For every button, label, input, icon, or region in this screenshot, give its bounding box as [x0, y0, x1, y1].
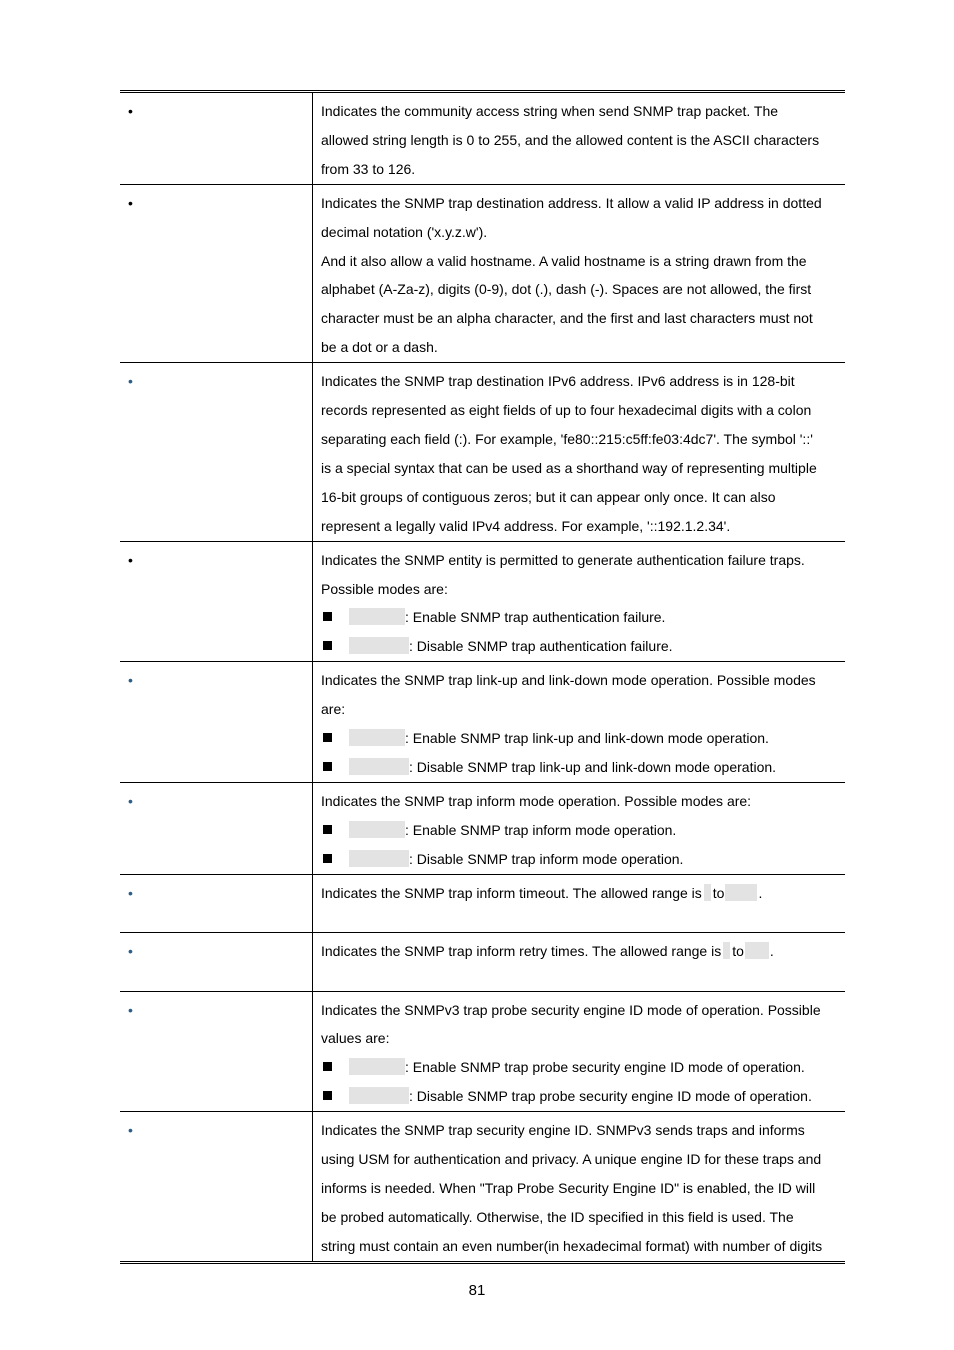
description-line: Indicates the community access string when send SNMP trap packet. The [321, 103, 779, 119]
bullet-icon: • [128, 551, 133, 568]
description-cell [313, 874, 846, 932]
parameter-cell [120, 363, 313, 541]
description-line: character must be an alpha character, and the first and last characters must not [321, 310, 813, 327]
square-bullet-icon [323, 854, 332, 863]
parameter-cell [120, 991, 313, 1112]
description-line: decimal notation ('x.y.z.w'). [321, 223, 488, 240]
redacted-value [704, 884, 711, 901]
description-line: allowed string length is 0 to 255, and the allowed content is the ASCII characters [321, 131, 820, 148]
redacted-value [349, 850, 409, 867]
description-line: represent a legally valid IPv4 address. For example, '::192.1.2.34'. [321, 517, 731, 534]
description-cell [313, 363, 846, 541]
range-to: to [712, 884, 725, 901]
option-item [321, 845, 839, 874]
option-item [321, 816, 839, 845]
table-row [120, 662, 845, 783]
option-text: : Enable SNMP trap inform mode operation. [405, 821, 677, 838]
description-line: records represented as eight fields of up to four hexadecimal digits with a colon [321, 402, 812, 419]
description-line: string must contain an even number(in hexadecimal format) with number of digits [321, 1237, 823, 1254]
square-bullet-icon [323, 1062, 332, 1071]
description-line: Indicates the SNMP trap destination address. It allow a valid IP address in dotted [321, 194, 822, 211]
parameter-cell [120, 184, 313, 362]
description-line: alphabet (A-Za-z), digits (0-9), dot (.), dash (-). Spaces are not allowed, the first [321, 281, 812, 298]
bullet-icon: • [128, 1122, 133, 1139]
description-line: Indicates the SNMP entity is permitted to generate authentication failure traps. [321, 551, 805, 568]
redacted-value [349, 1058, 405, 1075]
description-cell [313, 991, 846, 1112]
description-line: from 33 to 126. [321, 160, 416, 177]
parameter-cell [120, 92, 313, 185]
bullet-icon: • [128, 373, 133, 390]
description-cell [313, 932, 846, 991]
bullet-icon: • [128, 672, 133, 689]
redacted-value [725, 884, 757, 901]
table-row [120, 184, 845, 362]
range-text: Indicates the SNMP trap inform retry times. The allowed range is [321, 942, 722, 959]
description-line: Indicates the SNMP trap link-up and link-down mode operation. Possible modes [321, 672, 816, 689]
option-text: : Disable SNMP trap authentication failure. [409, 638, 673, 655]
table-row [120, 991, 845, 1112]
description-cell [313, 184, 846, 362]
bullet-icon: • [128, 792, 133, 809]
parameter-cell [120, 1112, 313, 1263]
range-to: to [732, 942, 744, 959]
redacted-value [349, 729, 405, 746]
option-text: : Disable SNMP trap link-up and link-down mode operation. [409, 758, 777, 775]
description-line: be a dot or a dash. [321, 339, 438, 356]
parameter-cell [120, 932, 313, 991]
description-line: is a special syntax that can be used as a shorthand way of representing multiple [321, 459, 817, 476]
description-cell [313, 92, 846, 185]
option-text: : Enable SNMP trap probe security engine ID mode of operation. [405, 1059, 805, 1076]
description-cell [313, 1112, 846, 1263]
parameter-cell [120, 874, 313, 932]
parameter-table [120, 90, 845, 1264]
parameter-cell [120, 782, 313, 874]
square-bullet-icon [323, 1091, 332, 1100]
bullet-icon: • [128, 942, 133, 959]
description-cell [313, 662, 846, 783]
option-text: : Enable SNMP trap authentication failure. [405, 609, 666, 626]
description-cell [313, 541, 846, 662]
square-bullet-icon [323, 612, 332, 621]
option-item [321, 724, 839, 753]
option-item [321, 1082, 839, 1111]
description-line: informs is needed. When "Trap Probe Security Engine ID" is enabled, the ID will [321, 1180, 816, 1196]
option-item [321, 632, 839, 661]
description-line: Indicates the SNMP trap inform mode operation. Possible modes are: [321, 792, 752, 809]
description-line: And it also allow a valid hostname. A valid hostname is a string drawn from the [321, 252, 807, 269]
redacted-value [745, 942, 769, 959]
redacted-value [349, 821, 405, 838]
parameter-cell [120, 541, 313, 662]
bullet-icon: • [128, 194, 133, 211]
redacted-value [349, 758, 409, 775]
option-text: : Disable SNMP trap probe security engine ID mode of operation. [409, 1088, 812, 1105]
square-bullet-icon [323, 762, 332, 771]
range-text: Indicates the SNMP trap inform timeout. The allowed range is [321, 884, 702, 901]
page-number: 81 [468, 1282, 486, 1299]
description-line: using USM for authentication and privacy. A unique engine ID for these traps and [321, 1151, 822, 1168]
description-line: are: [321, 701, 346, 718]
description-line: separating each field (:). For example, 'fe80::215:c5ff:fe03:4dc7'. The symbol '::' [321, 430, 813, 447]
square-bullet-icon [323, 641, 332, 650]
option-text: : Disable SNMP trap inform mode operation. [409, 850, 684, 867]
description-line: Indicates the SNMP trap destination IPv6 address. IPv6 address is in 128-bit [321, 373, 795, 390]
table-row [120, 782, 845, 874]
table-row [120, 874, 845, 932]
square-bullet-icon [323, 733, 332, 742]
description-line [321, 937, 839, 966]
square-bullet-icon [323, 825, 332, 834]
table-row [120, 363, 845, 541]
table-row [120, 541, 845, 662]
description-line: values are: [321, 1030, 390, 1047]
description-line [321, 879, 839, 908]
bullet-icon: • [128, 884, 133, 901]
range-end: . [758, 884, 763, 901]
bullet-icon: • [128, 103, 133, 119]
redacted-value [349, 608, 405, 625]
bullet-icon: • [128, 1001, 133, 1018]
redacted-value [723, 942, 730, 959]
option-item [321, 603, 839, 632]
description-line: be probed automatically. Otherwise, the ID specified in this field is used. The [321, 1208, 794, 1225]
table-row [120, 92, 845, 185]
parameter-cell [120, 662, 313, 783]
option-item [321, 753, 839, 782]
option-text: : Enable SNMP trap link-up and link-down mode operation. [405, 730, 769, 747]
description-line: 16-bit groups of contiguous zeros; but it can appear only once. It can also [321, 488, 776, 505]
description-line: Indicates the SNMPv3 trap probe security engine ID mode of operation. Possible [321, 1001, 821, 1018]
description-line: Possible modes are: [321, 580, 448, 597]
table-row [120, 1112, 845, 1263]
redacted-value [349, 1087, 409, 1104]
description-cell [313, 782, 846, 874]
range-end: . [769, 942, 774, 959]
redacted-value [349, 637, 409, 654]
table-row [120, 932, 845, 991]
description-line: Indicates the SNMP trap security engine ID. SNMPv3 sends traps and informs [321, 1122, 805, 1139]
option-item [321, 1053, 839, 1082]
